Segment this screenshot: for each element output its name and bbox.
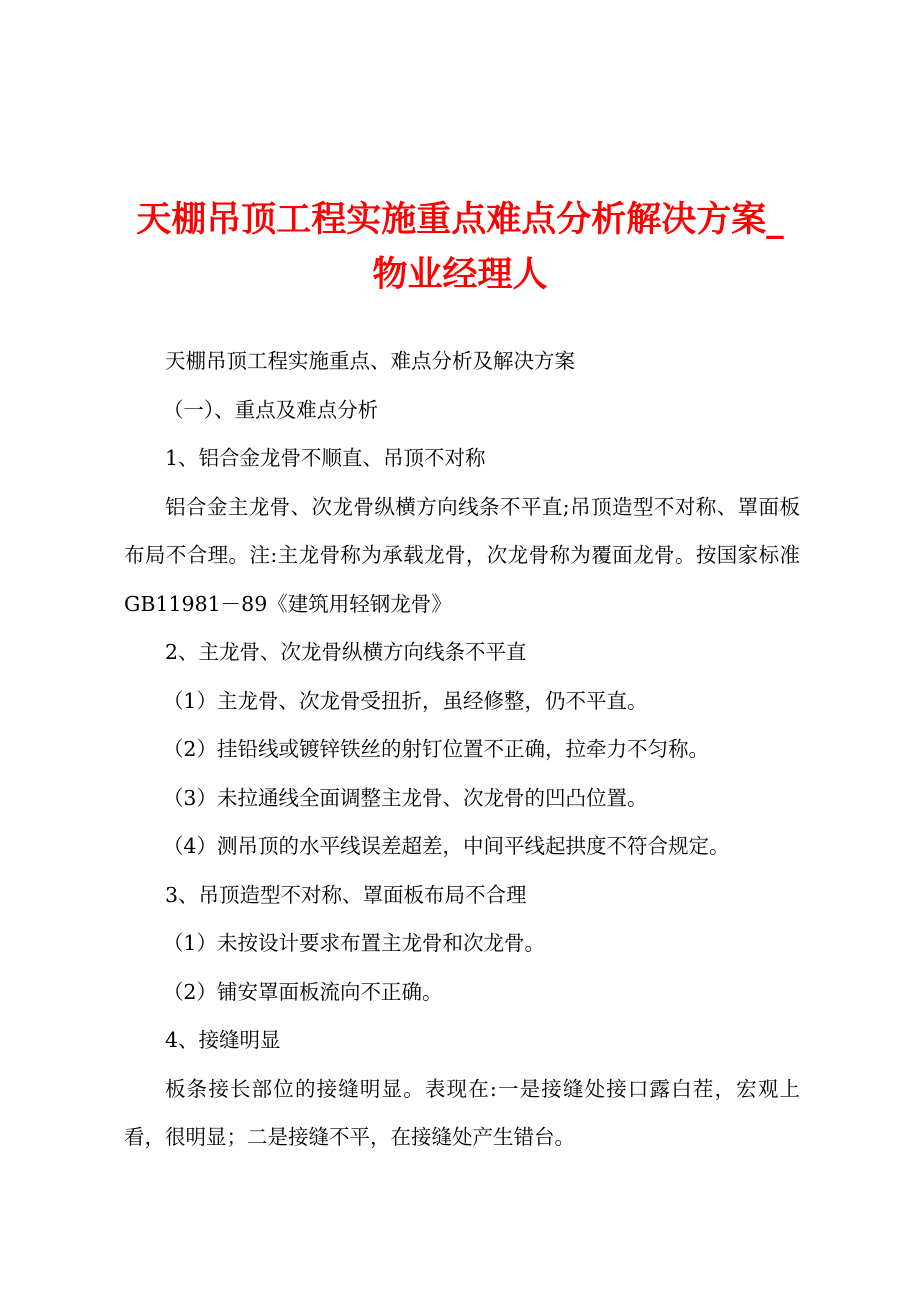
list-item: （1）主龙骨、次龙骨受扭折，虽经修整，仍不平直。: [162, 688, 648, 713]
list-item: （2）挂铅线或镀锌铁丝的射钉位置不正确，拉牵力不匀称。: [162, 737, 709, 761]
body-paragraph: 板条接长部位的接缝明显。表现在:一是接缝处接口露白茬，宏观上看，很明显；二是接缝不平，在接缝处产生错台。: [124, 1076, 800, 1149]
subsection-heading: 3、吊顶造型不对称、罩面板布局不合理: [165, 882, 527, 907]
body-paragraph: 铝合金主龙骨、次龙骨纵横方向线条不平直;吊顶造型不对称、罩面板布局不合理。注:主龙骨称为承载龙骨，次龙骨称为覆面龙骨。按国家标准GB11981－89《建筑用轻钢龙骨》: [124, 494, 800, 616]
list-item: （2）铺安罩面板流向不正确。: [162, 979, 443, 1004]
list-item: （3）未拉通线全面调整主龙骨、次龙骨的凹凸位置。: [162, 785, 648, 810]
list-item: （4）测吊顶的水平线误差超差，中间平线起拱度不符合规定。: [162, 834, 730, 858]
subsection-heading: 4、接缝明显: [165, 1028, 281, 1052]
document-title: 天棚吊顶工程实施重点难点分析解决方案_物业经理人: [136, 199, 784, 295]
list-item: （1）未按设计要求布置主龙骨和次龙骨。: [162, 931, 545, 955]
subsection-heading: 1、铝合金龙骨不顺直、吊顶不对称: [165, 446, 486, 470]
subtitle-paragraph: 天棚吊顶工程实施重点、难点分析及解决方案: [165, 349, 575, 373]
section-heading: （一）、重点及难点分析: [162, 397, 379, 422]
document-body: [124, 337, 800, 1162]
subsection-heading: 2、主龙骨、次龙骨纵横方向线条不平直: [165, 640, 527, 664]
